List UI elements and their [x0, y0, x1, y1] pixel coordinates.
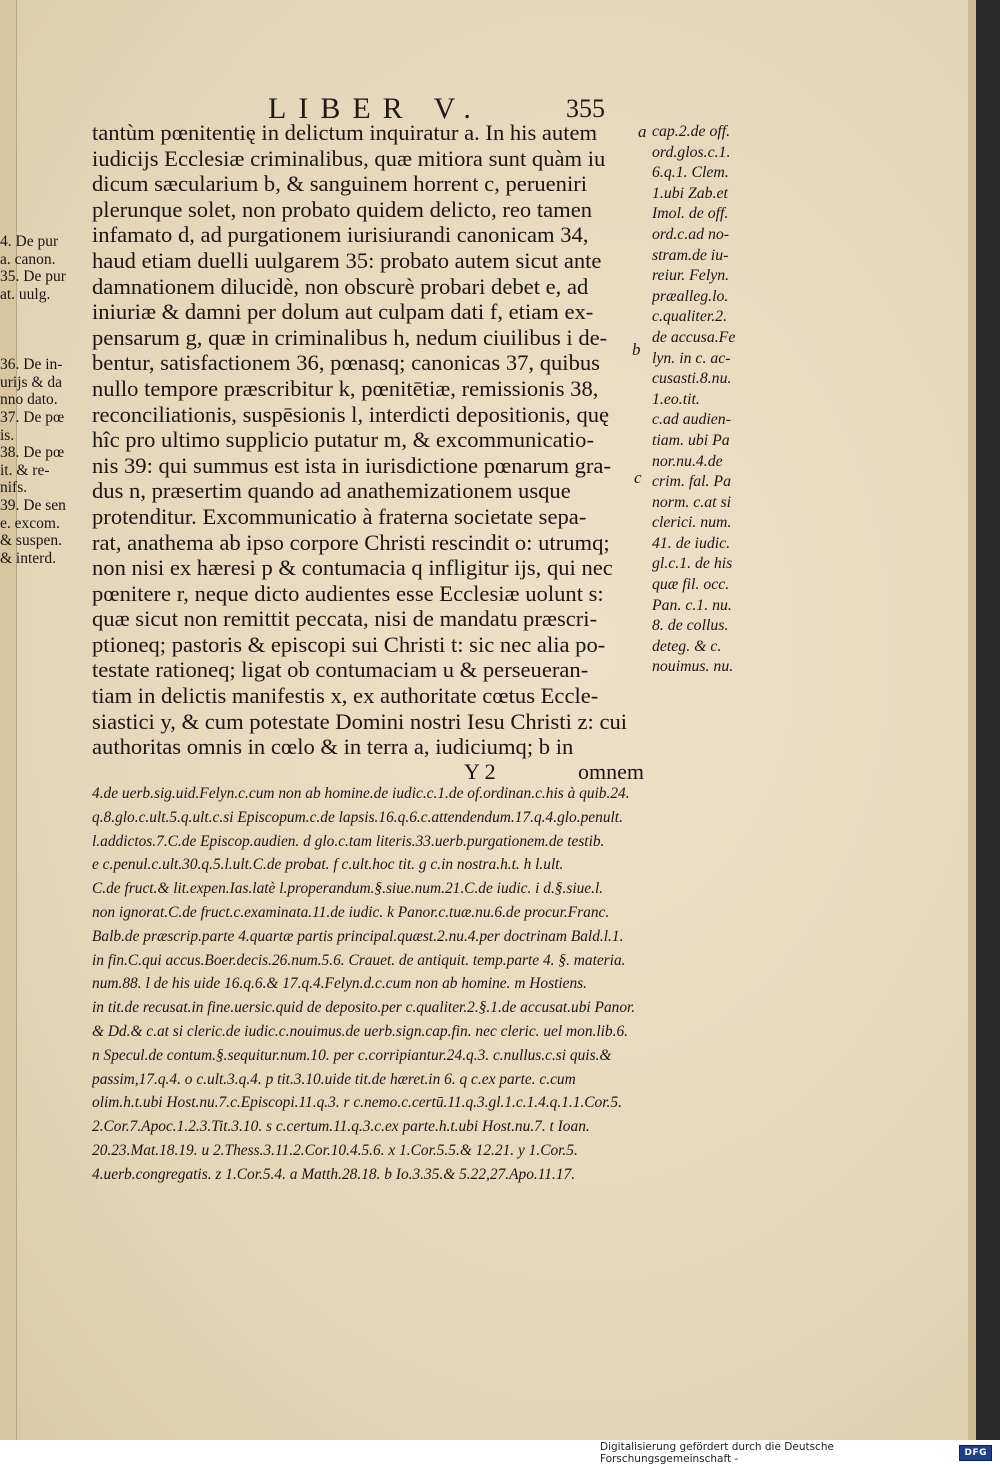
outer-margin-note: crim. fal. Pa	[652, 473, 731, 491]
text-line: ptioneq; pastoris & episcopi sui Christi t: sic nec alia po-	[92, 631, 606, 657]
footnote-line: l.addictos.7.C.de Episcop.audien. d glo.c.tam literis.33.uerb.purgationem.de testib.	[92, 832, 605, 850]
inner-margin-note: 36. De in-	[0, 356, 63, 374]
outer-margin-note: cusasti.8.nu.	[652, 370, 732, 388]
inner-margin-note: it. & re-	[0, 461, 50, 479]
outer-margin-note: 8. de collus.	[652, 617, 729, 635]
inner-margin-note: & suspen.	[0, 532, 62, 550]
footnote-line: C.de fruct.& lit.expen.Ias.latè l.properandum.§.siue.num.21.C.de iudic. i d.§.siue.l.	[92, 880, 604, 898]
outer-margin-note: stram.de iu-	[652, 246, 729, 264]
text-line: rat, anathema ab ipso corpore Christi rescindit o: utrumq;	[92, 529, 610, 555]
text-line: siastici y, & cum potestate Domini nostri Iesu Christi z: cui	[92, 708, 628, 734]
text-line: non nisi ex hæresi p & contumacia q infligitur ijs, qui nec	[92, 555, 613, 581]
outer-margin-note: quæ fil. occ.	[652, 576, 730, 594]
outer-margin-note: 41. de iudic.	[652, 534, 731, 552]
outer-margin-note: nouimus. nu.	[652, 658, 734, 676]
text-line: tiam in delictis manifestis x, ex authoritate cœtus Eccle-	[92, 683, 599, 709]
text-line: testate rationeq; ligat ob contumaciam u & perseueran-	[92, 657, 589, 683]
text-line: pensarum g, quæ in criminalibus h, nedum ciuilibus i de-	[92, 324, 608, 350]
outer-margin-note: clerici. num.	[652, 514, 732, 532]
outer-margin-note: norm. c.at si	[652, 493, 731, 511]
inner-margin-note: is.	[0, 426, 15, 444]
inner-margin-note	[0, 339, 90, 357]
text-line: haud etiam duelli uulgarem 35: probato autem sicut ante	[92, 247, 602, 273]
outer-margin-note: cap.2.de off.	[652, 123, 731, 140]
footnote-line: num.88. l de his uide 16.q.6.& 17.q.4.Felyn.d.c.cum non ab homine. m Hostiens.	[92, 975, 588, 993]
text-line: dicum sæcularium b, & sanguinem horrent c, perueniri	[92, 171, 588, 197]
text-line: nullo tempore præscribitur k, pœnitētiæ, remissionis 38,	[92, 375, 599, 401]
footnote-line: passim,17.q.4. o c.ult.3.q.4. p tit.3.10.uide tit.de hæret.in 6. q c.ex parte. c.cum	[92, 1070, 576, 1088]
inner-margin-note: 38. De pœ	[0, 444, 65, 462]
outer-margin-note: gl.c.1. de his	[652, 555, 733, 573]
facing-page-edge	[0, 0, 17, 1440]
text-line: nis 39: qui summus est ista in iurisdictione pœnarum gra-	[92, 452, 611, 478]
footnote-line: 4.de uerb.sig.uid.Felyn.c.cum non ab homine.de iudic.c.1.de of.ordinan.c.his à quib.24.	[92, 785, 630, 802]
text-line: protenditur. Excommunicatio à fraterna societate sepa-	[92, 503, 587, 529]
page-edge	[968, 0, 976, 1440]
outer-margin-note: præalleg.lo.	[652, 287, 729, 305]
text-line: iudicijs Ecclesiæ criminalibus, quæ mitiora sunt quàm iu	[92, 145, 606, 171]
outer-margin-note: Pan. c.1. nu.	[652, 596, 732, 614]
outer-margin-note: nor.nu.4.de	[652, 452, 723, 470]
outer-margin-note: ord.glos.c.1.	[652, 143, 731, 161]
text-line: authoritas omnis in cœlo & in terra a, iudiciumq; b in	[92, 734, 574, 760]
outer-margin-note: ord.c.ad no-	[652, 225, 730, 243]
inner-margin-note: 37. De pœ	[0, 408, 65, 426]
outer-margin-note: Imol. de off.	[652, 205, 729, 223]
page-number: 355	[566, 94, 605, 123]
footnote-line: e c.penul.c.ult.30.q.5.l.ult.C.de probat. f c.ult.hoc tit. g c.in nostra.h.t. h l.ult.	[92, 856, 564, 874]
outer-margin-note: 6.q.1. Clem.	[652, 164, 729, 182]
footnote-line: 2.Cor.7.Apoc.1.2.3.Tit.3.10. s c.certum.11.q.3.c.ex parte.h.t.ubi Host.nu.7. t Ioan.	[92, 1118, 590, 1136]
text-line: pœnitere r, neque dicto audientes esse Ecclesiæ uolunt s:	[92, 580, 604, 606]
text-line: quæ sicut non remittit peccata, nisi de mandatu præscri-	[92, 606, 598, 632]
inner-margin-note: nifs.	[0, 479, 28, 497]
digitization-credit	[600, 1442, 1000, 1464]
footnote-line: & Dd.& c.at si cleric.de iudic.c.nouimus.de uerb.sign.cap.fin. nec cleric. uel mon.lib.6.	[92, 1022, 628, 1040]
footnote-line: non ignorat.C.de fruct.c.examinata.11.de iudic. k Panor.c.tuæ.nu.6.de procur.Franc.	[92, 903, 610, 921]
running-title: LIBER V.	[268, 92, 483, 125]
inner-margin-note	[0, 303, 90, 321]
inner-margin-note: e. excom.	[0, 514, 60, 532]
text-line: infamato d, ad purgationem iurisiurandi canonicam 34,	[92, 222, 589, 248]
text-line: iniuriæ & damni per dolum aut culpam dati f, etiam ex-	[92, 299, 594, 325]
inner-margin-note	[0, 321, 90, 339]
text-line: damnationem dilucidè, non obscurè probari debet e, ad	[92, 273, 589, 299]
outer-margin-note: lyn. in c. ac-	[652, 349, 731, 367]
dfg-logo: DFG	[959, 1445, 992, 1461]
footnote-line: Balb.de præscrip.parte 4.quartæ partis principal.quæst.2.nu.4.per doctrinam Bald.l.1.	[92, 927, 624, 945]
inner-margin-note: at. uulg.	[0, 285, 51, 303]
outer-margin-note: de accusa.Fe	[652, 328, 736, 346]
outer-margin-note: 1.eo.tit.	[652, 390, 700, 408]
inner-margin-notes	[0, 233, 90, 567]
footnote-line: in fin.C.qui accus.Boer.decis.26.num.5.6. Crauet. de antiquit. temp.parte 4. §. materia.	[92, 951, 626, 969]
catchword: omnem	[578, 759, 644, 784]
outer-margin-note: reiur. Felyn.	[652, 267, 730, 285]
footnote-line: 20.23.Mat.18.19. u 2.Thess.3.11.2.Cor.10.4.5.6. x 1.Cor.5.5.& 12.21. y 1.Cor.5.	[92, 1141, 578, 1159]
inner-margin-note: urijs & da	[0, 373, 62, 391]
footnote-line: olim.h.t.ubi Host.nu.7.c.Episcopi.11.q.3. r c.nemo.c.certū.11.q.3.gl.1.c.1.4.q.1.1.Cor.5.	[92, 1094, 622, 1112]
outer-margin-note: deteg. & c.	[652, 637, 722, 655]
outer-margin-note: 1.ubi Zab.et	[652, 184, 728, 202]
note-letter-a: a	[638, 122, 647, 141]
text-line: tantùm pœnitentię in delictum inquiratur a. In his autem	[92, 120, 598, 145]
text-line: bentur, satisfactionem 36, pœnasq; canonicas 37, quibus	[92, 350, 600, 376]
text-line: plerunque solet, non probato quidem delicto, reo tamen	[92, 196, 593, 222]
inner-margin-note: nno dato.	[0, 391, 58, 409]
text-line: dus n, præsertim quando ad anathemizationem usque	[92, 478, 571, 504]
note-letter-b: b	[632, 340, 641, 359]
outer-margin-note: tiam. ubi Pa	[652, 431, 730, 449]
inner-margin-note: 35. De pur	[0, 268, 66, 286]
note-letter-c: c	[634, 468, 642, 487]
inner-margin-note: 4. De pur	[0, 233, 59, 250]
main-text-block	[92, 120, 632, 760]
footnote-line: q.8.glo.c.ult.5.q.ult.c.si Episcopum.c.de lapsis.16.q.6.c.attendendum.17.q.4.glo.penult.	[92, 808, 623, 826]
inner-margin-note: 39. De sen	[0, 496, 66, 514]
inner-margin-note: a. canon.	[0, 250, 56, 268]
inner-margin-note: & interd.	[0, 549, 56, 567]
outer-margin-note: c.qualiter.2.	[652, 308, 728, 326]
outer-margin-notes	[652, 122, 762, 678]
footnotes-block	[92, 782, 772, 1187]
text-line: reconciliationis, suspēsionis l, interdicti depositionis, quę	[92, 401, 610, 427]
text-line: hîc pro ultimo supplicio putatur m, & excommunicatio-	[92, 427, 594, 453]
footnote-line: in tit.de recusat.in fine.uersic.quid de deposito.per c.qualiter.2.§.1.de accusat.ubi Panor.	[92, 999, 636, 1017]
signature-mark: Y 2	[464, 759, 496, 784]
footnote-line: 4.uerb.congregatis. z 1.Cor.5.4. a Matth.28.18. b Io.3.35.& 5.22,27.Apo.11.17.	[92, 1165, 576, 1183]
credit-text: Digitalisierung gefördert durch die Deutsche Forschungsgemeinschaft -	[600, 1441, 834, 1465]
outer-margin-note: c.ad audien-	[652, 411, 731, 429]
footnote-line: n Specul.de contum.§.sequitur.num.10. per c.corripiantur.24.q.3. c.nullus.c.si quis.&	[92, 1046, 612, 1064]
